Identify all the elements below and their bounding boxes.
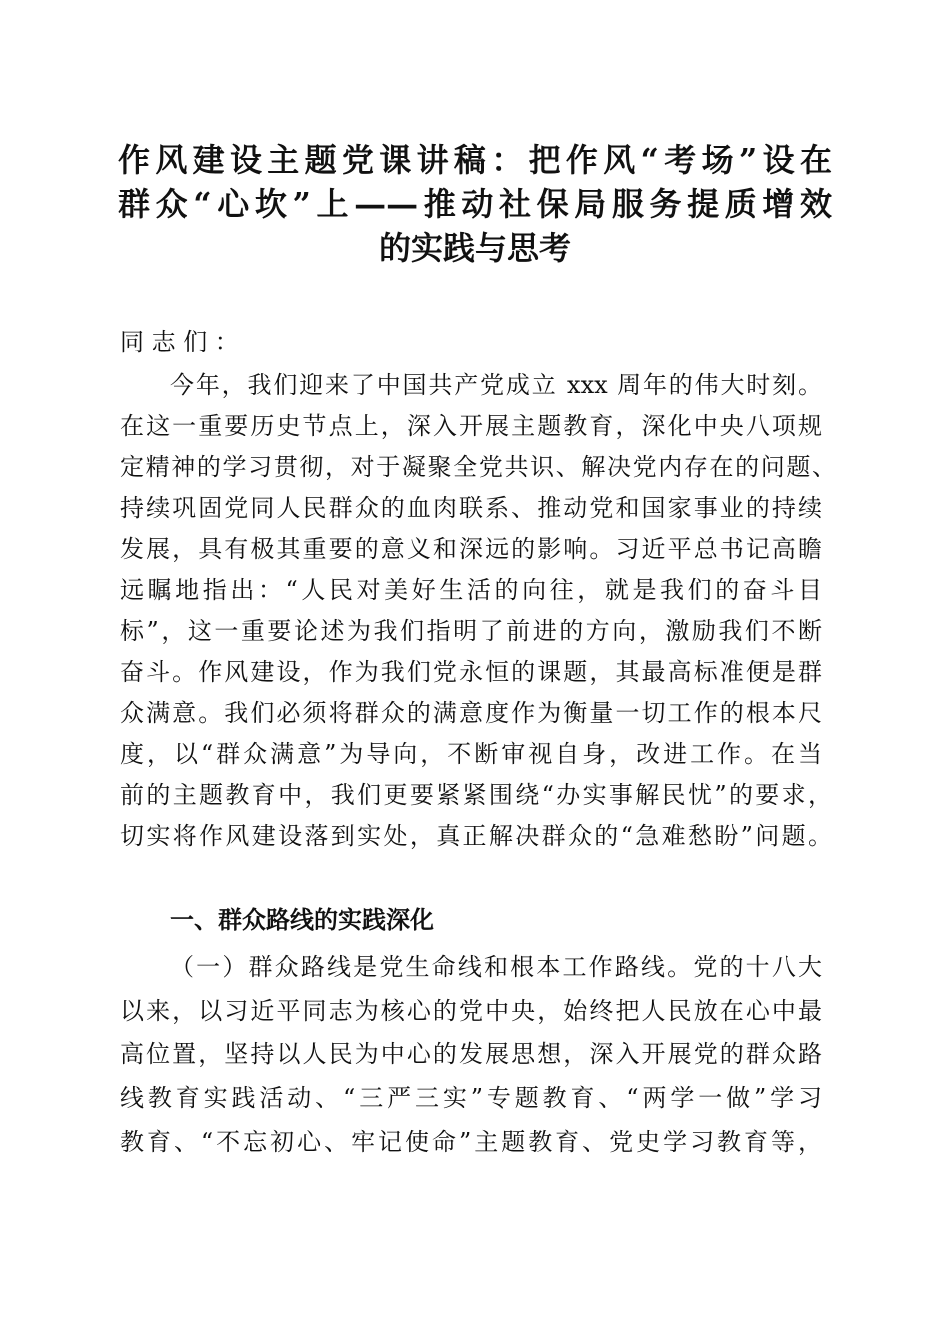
section-heading: 一、群众路线的实践深化 [170, 906, 434, 934]
paragraph-line: 奋斗。作风建设，作为我们党永恒的课题，其最高标准便是群 [120, 658, 822, 686]
paragraph-line: 标”，这一重要论述为我们指明了前进的方向，激励我们不断 [120, 617, 822, 645]
paragraph-line: 定精神的学习贯彻，对于凝聚全党共识、解决党内存在的问题、 [120, 453, 836, 481]
paragraph-line: 切实将作风建设落到实处，真正解决群众的“急难愁盼”问题。 [120, 822, 832, 850]
document-title [118, 138, 832, 270]
paragraph-2 [120, 946, 822, 1164]
paragraph-line: 前的主题教育中，我们更要紧紧围绕“办实事解民忧”的要求， [120, 781, 832, 809]
paragraph-line: 线教育实践活动、“三严三实”专题教育、“两学一做”学习 [120, 1084, 822, 1113]
paragraph-line: （一）群众路线是党生命线和根本工作路线。党的十八大 [170, 953, 822, 981]
title-line: 的实践与思考 [378, 229, 571, 267]
salutation: 同志们： [120, 328, 247, 356]
title-line: 作风建设主题党课讲稿：把作风“考场”设在 [118, 141, 832, 179]
paragraph-line: 持续巩固党同人民群众的血肉联系、推动党和国家事业的持续 [120, 494, 822, 522]
paragraph-line: 以来，以习近平同志为核心的党中央，始终把人民放在心中最 [120, 996, 822, 1025]
paragraph-line: 教育、“不忘初心、牢记使命”主题教育、党史学习教育等， [120, 1127, 822, 1156]
title-line: 群众“心坎”上——推动社保局服务提质增效 [118, 185, 832, 223]
paragraph-1 [120, 365, 836, 857]
paragraph-line: 远瞩地指出：“人民对美好生活的向往，就是我们的奋斗目 [120, 576, 822, 604]
salutation-block [120, 322, 822, 363]
paragraph-line: 高位置，坚持以人民为中心的发展思想，深入开展党的群众路 [120, 1040, 822, 1069]
paragraph-line: 众满意。我们必须将群众的满意度作为衡量一切工作的根本尺 [120, 699, 822, 727]
paragraph-line: 在这一重要历史节点上，深入开展主题教育，深化中央八项规 [120, 412, 822, 440]
paragraph-line: 今年，我们迎来了中国共产党成立 xxx 周年的伟大时刻。 [170, 371, 822, 399]
paragraph-line: 发展，具有极其重要的意义和深远的影响。习近平总书记高瞻 [120, 535, 822, 563]
paragraph-line: 度，以“群众满意”为导向，不断审视自身，改进工作。在当 [120, 740, 822, 768]
